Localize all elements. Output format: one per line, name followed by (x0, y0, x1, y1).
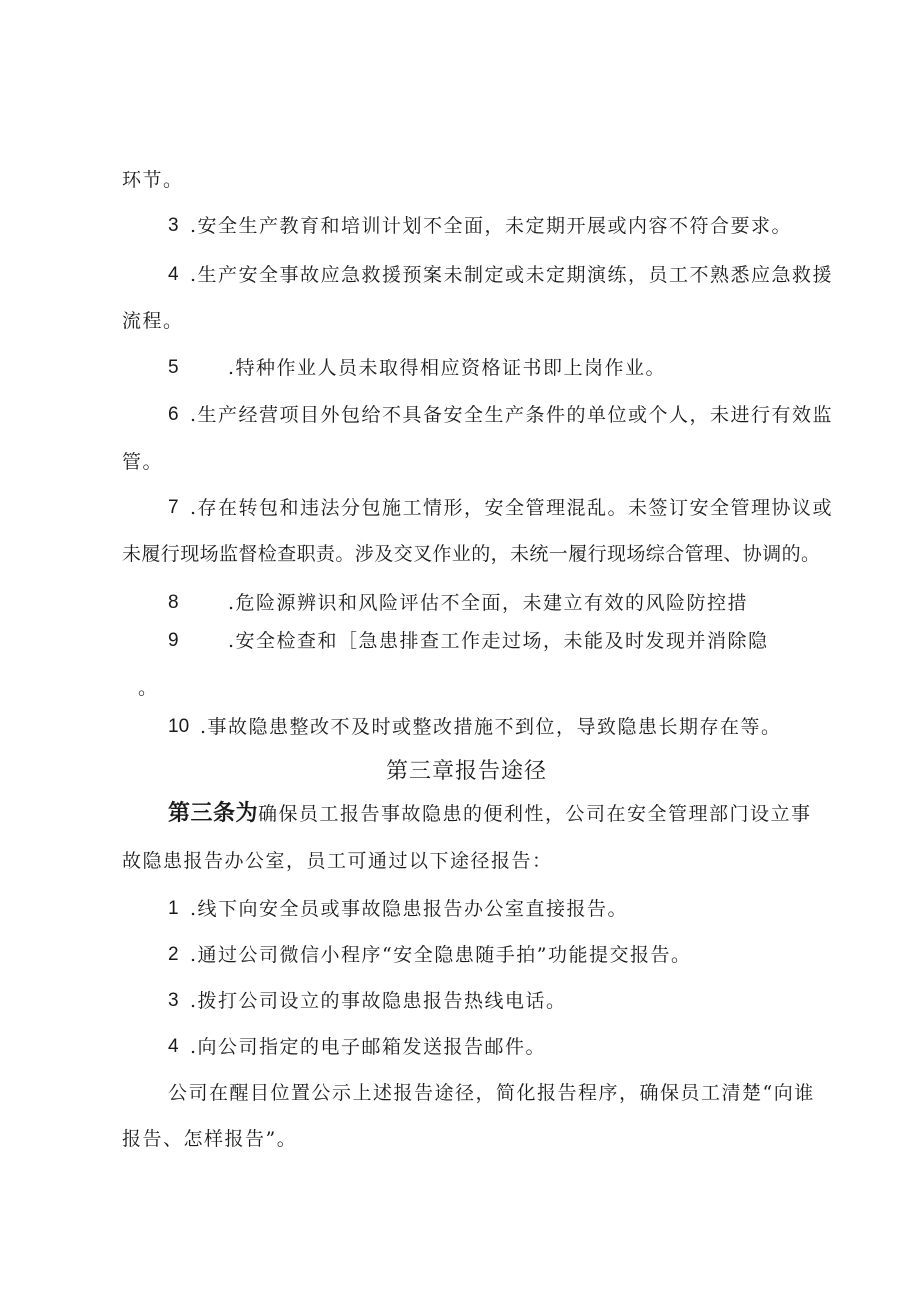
item-8-number: 8 (168, 592, 179, 613)
item-6-number: 6 (168, 404, 179, 425)
item-8-text: .危险源辨识和风险评估不全面，未建立有效的风险防控措 (228, 592, 749, 614)
article-3-lead: 第三条为 (168, 800, 259, 825)
route-3-text: .拨打公司设立的事故隐患报告热线电话。 (190, 990, 567, 1012)
item-9-text: .安全检查和［急患排查工作走过场，未能及时发现并消除隐 (228, 630, 769, 652)
item-9-tail: 。 (138, 677, 159, 699)
item-7-text-line1: .存在转包和违法分包施工情形，安全管理混乱。未签订安全管理协议或 (190, 497, 834, 519)
route-3-number: 3 (168, 990, 179, 1011)
item-2-continuation: 环节。 (122, 169, 184, 191)
item-10-number: 10 (168, 716, 190, 737)
item-6-text-line1: .生产经营项目外包给不具备安全生产条件的单位或个人，未进行有效监 (190, 404, 834, 426)
route-4-number: 4 (168, 1036, 179, 1057)
route-4-text: .向公司指定的电子邮箱发送报告邮件。 (190, 1036, 547, 1058)
item-10-text: .事故隐患整改不及时或整改措施不到位，导致隐患长期存在等。 (200, 716, 782, 738)
route-1-text: .线下向安全员或事故隐患报告办公室直接报告。 (190, 898, 629, 920)
item-3-number: 3 (168, 215, 179, 236)
item-4-number: 4 (168, 264, 179, 285)
route-2-text: .通过公司微信小程序“安全隐患随手拍”功能提交报告。 (190, 944, 692, 966)
item-4-text-line1: .生产安全事故应急救援预案未制定或未定期演练，员工不熟悉应急救援 (190, 264, 834, 286)
closing-line1: 公司在醒目位置公示上述报告途径，简化报告程序，确保员工清楚“向谁 (168, 1082, 815, 1104)
item-5-text: .特种作业人员未取得相应资格证书即上岗作业。 (228, 357, 667, 379)
chapter-title: 第三章报告途径 (386, 758, 548, 783)
article-3-line2: 故隐患报告办公室，员工可通过以下途径报告： (122, 850, 553, 872)
item-5-number: 5 (168, 357, 179, 378)
article-3-body: 确保员工报告事故隐患的便利性，公司在安全管理部门设立事 (258, 803, 812, 825)
item-7-text-line2: 未履行现场监督检查职责。涉及交叉作业的，未统一履行现场综合管理、协调的。 (122, 543, 821, 565)
route-1-number: 1 (168, 898, 179, 919)
item-9-number: 9 (168, 630, 179, 651)
item-7-number: 7 (168, 497, 179, 518)
item-6-text-line2: 管。 (122, 451, 164, 473)
item-3-text: .安全生产教育和培训计划不全面，未定期开展或内容不符合要求。 (190, 215, 793, 237)
closing-line2: 报告、怎样报告”。 (122, 1128, 298, 1150)
route-2-number: 2 (168, 944, 179, 965)
item-4-text-line2: 流程。 (122, 310, 184, 332)
article-3-line1 (168, 801, 812, 826)
